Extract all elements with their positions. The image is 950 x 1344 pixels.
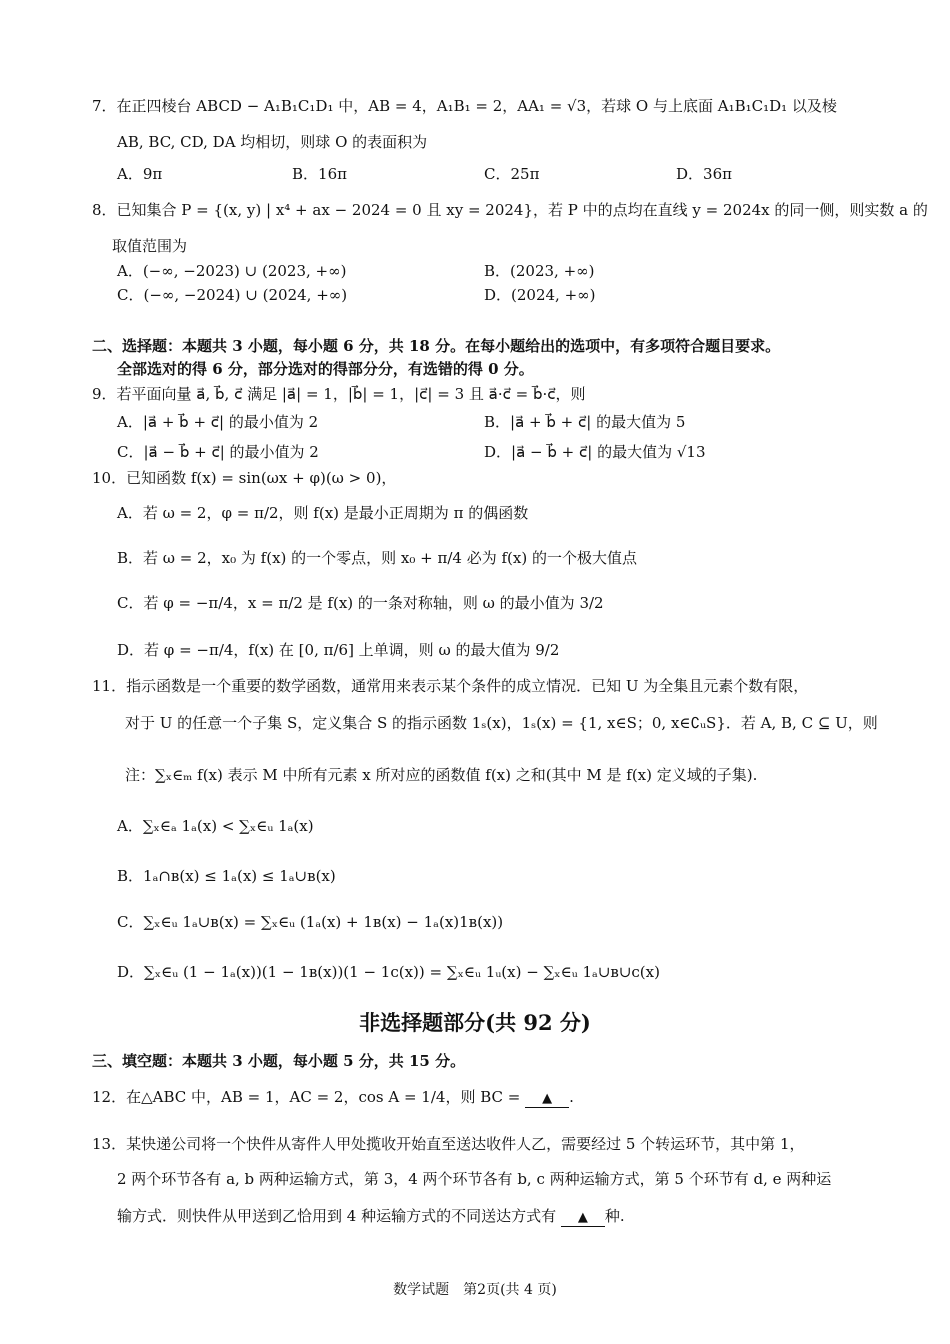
section-2-heading: 二、选择题：本题共 3 小题，每小题 6 分，共 18 分。在每小题给出的选项中，有多项符合题目要求。: [92, 337, 781, 355]
part-2-title: 非选择题部分(共 92 分): [359, 1010, 591, 1035]
q10-option-b: B．若 ω = 2，x₀ 为 f(x) 的一个零点，则 x₀ + π/4 必为 f(x) 的一个极大值点: [117, 549, 637, 567]
q9-stem: 9．若平面向量 a⃗, b⃗, c⃗ 满足 |a⃗| = 1，|b⃗| = 1，|c⃗| = 3 且 a⃗·c⃗ = b⃗·c⃗，则: [92, 385, 586, 403]
q11-stem: 11．指示函数是一个重要的数学函数，通常用来表示某个条件的成立情况．已知 U 为全集且元素个数有限，: [92, 677, 809, 695]
q7-option-c: C．25π: [484, 165, 540, 183]
q7-stem: 7．在正四棱台 ABCD − A₁B₁C₁D₁ 中，AB = 4，A₁B₁ = 2，AA₁ = √3，若球 O 与上底面 A₁B₁C₁D₁ 以及棱: [92, 97, 837, 115]
q8-stem-cont: 取值范围为: [112, 237, 188, 255]
q7-option-d: D．36π: [676, 165, 732, 183]
q12-end: .: [569, 1088, 574, 1106]
q8-option-c: C．(−∞, −2024) ∪ (2024, +∞): [117, 286, 348, 304]
q7-option-a: A．9π: [117, 165, 163, 183]
q11-option-a: A．∑ₓ∈ₐ 1ₐ(x) < ∑ₓ∈ᵤ 1ₐ(x): [117, 817, 314, 835]
q8-option-a: A．(−∞, −2023) ∪ (2023, +∞): [117, 262, 347, 280]
q11-stem-cont: 对于 U 的任意一个子集 S，定义集合 S 的指示函数 1ₛ(x)，1ₛ(x) = {1, x∈S；0, x∈∁ᵤS}．若 A, B, C ⊆ U，则: [125, 714, 878, 732]
q11-note: 注：∑ₓ∈ₘ f(x) 表示 M 中所有元素 x 所对应的函数值 f(x) 之和(其中 M 是 f(x) 定义域的子集).: [125, 766, 758, 784]
q7-stem-cont: AB, BC, CD, DA 均相切，则球 O 的表面积为: [117, 133, 428, 151]
answer-blank: ▲: [525, 1091, 569, 1108]
section-2-heading-cont: 全部选对的得 6 分，部分选对的得部分分，有选错的得 0 分。: [117, 360, 534, 378]
q12-stem: 12．在△ABC 中，AB = 1，AC = 2，cos A = 1/4，则 BC =: [92, 1088, 521, 1106]
page-footer: 数学试题 第2页(共 4 页): [393, 1282, 557, 1298]
q10-stem: 10．已知函数 f(x) = sin(ωx + φ)(ω > 0)，: [92, 469, 397, 487]
q7-option-b: B．16π: [292, 165, 347, 183]
q9-option-d: D．|a⃗ − b⃗ + c⃗| 的最大值为 √13: [484, 443, 706, 461]
q8-option-d: D．(2024, +∞): [484, 286, 596, 304]
answer-blank: ▲: [561, 1210, 605, 1227]
q13-end: 种.: [604, 1207, 625, 1225]
q11-option-b: B．1ₐ∩ʙ(x) ≤ 1ₐ(x) ≤ 1ₐ∪ʙ(x): [117, 867, 336, 885]
q13-line-3: [117, 1206, 625, 1227]
section-3-heading: 三、填空题：本题共 3 小题，每小题 5 分，共 15 分。: [92, 1052, 466, 1070]
q13-stem-end: 输方式．则快件从甲送到乙恰用到 4 种运输方式的不同送达方式有: [117, 1207, 557, 1225]
q12: [92, 1087, 574, 1108]
q9-option-a: A．|a⃗ + b⃗ + c⃗| 的最小值为 2: [117, 413, 319, 431]
q11-option-d: D．∑ₓ∈ᵤ (1 − 1ₐ(x))(1 − 1ʙ(x))(1 − 1ᴄ(x)) = ∑ₓ∈ᵤ 1ᵤ(x) − ∑ₓ∈ᵤ 1ₐ∪ʙ∪ᴄ(x): [117, 963, 660, 981]
q10-option-d: D．若 φ = −π/4，f(x) 在 [0, π/6] 上单调，则 ω 的最大值为 9/2: [117, 641, 560, 659]
q8-option-b: B．(2023, +∞): [484, 262, 595, 280]
q9-option-c: C．|a⃗ − b⃗ + c⃗| 的最小值为 2: [117, 443, 319, 461]
q13-line-1: 13．某快递公司将一个快件从寄件人甲处揽收开始直至送达收件人乙，需要经过 5 个转运环节，其中第 1，: [92, 1135, 805, 1153]
q9-option-b: B．|a⃗ + b⃗ + c⃗| 的最大值为 5: [484, 413, 686, 431]
q8-stem: 8．已知集合 P = {(x, y) | x⁴ + ax − 2024 = 0 且 xy = 2024}，若 P 中的点均在直线 y = 2024x 的同一侧，则实数 a 的: [92, 201, 928, 219]
q10-option-c: C．若 φ = −π/4，x = π/2 是 f(x) 的一条对称轴，则 ω 的最小值为 3/2: [117, 594, 604, 612]
q10-option-a: A．若 ω = 2，φ = π/2，则 f(x) 是最小正周期为 π 的偶函数: [117, 504, 529, 522]
q11-option-c: C．∑ₓ∈ᵤ 1ₐ∪ʙ(x) = ∑ₓ∈ᵤ (1ₐ(x) + 1ʙ(x) − 1ₐ(x)1ʙ(x)): [117, 913, 504, 931]
q13-line-2: 2 两个环节各有 a, b 两种运输方式，第 3，4 两个环节各有 b, c 两种运输方式，第 5 个环节有 d, e 两种运: [117, 1170, 832, 1188]
